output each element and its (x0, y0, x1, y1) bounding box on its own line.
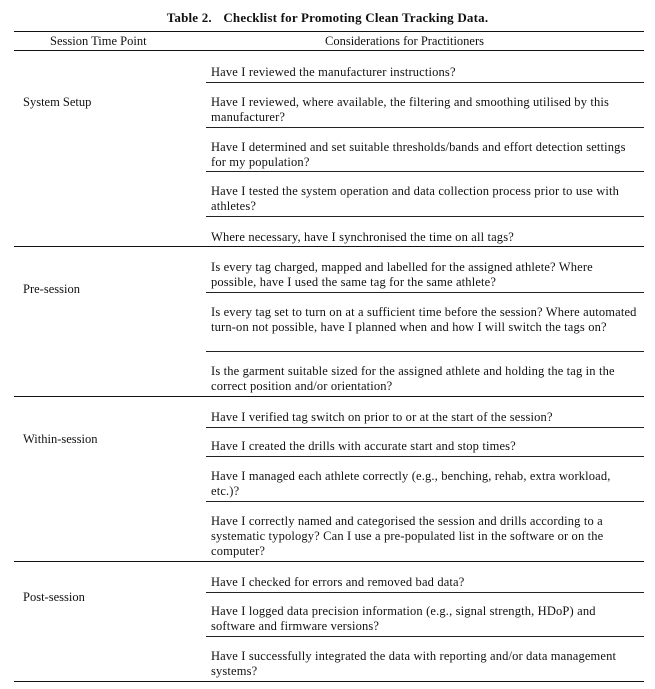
table-caption (0, 10, 655, 26)
section-rule (14, 396, 644, 397)
phase-label-system-setup: System Setup (23, 95, 92, 109)
checklist-item: Is every tag charged, mapped and labelled for the assigned athlete? Where possible, have I used the same tag for the same athlete? (211, 260, 593, 289)
bottom-rule (14, 681, 644, 682)
checklist-item: Is the garment suitable sized for the assigned athlete and holding the tag in the correct position and/or orientation? (211, 364, 615, 393)
checklist-item: Have I checked for errors and removed bad data? (211, 575, 465, 589)
top-rule (14, 31, 644, 32)
checklist-item: Have I determined and set suitable thresholds/bands and effort detection settings for my population? (211, 140, 626, 169)
item-rule (206, 636, 644, 637)
checklist-item: Have I logged data precision information (e.g., signal strength, HDoP) and software and firmware versions? (211, 604, 596, 633)
item-rule (206, 501, 644, 502)
item-rule (206, 216, 644, 217)
checklist-item: Have I created the drills with accurate start and stop times? (211, 439, 516, 453)
item-rule (206, 292, 644, 293)
item-rule (206, 427, 644, 428)
item-rule (206, 127, 644, 128)
table-label: Table 2. (166, 10, 212, 25)
checklist-item: Is every tag set to turn on at a sufficient time before the session? Where automated turn-on not possible, have I planned when and how I will switch the tags on? (211, 305, 637, 334)
checklist-item: Have I correctly named and categorised the session and drills according to a systematic typology? Can I use a pre-populated list in the software or on the computer? (211, 514, 604, 558)
table-title: Checklist for Promoting Clean Tracking Data. (223, 10, 489, 25)
phase-label-post-session: Post-session (23, 590, 85, 604)
item-rule (206, 456, 644, 457)
item-rule (206, 592, 644, 593)
column-header-session-time-point: Session Time Point (50, 34, 147, 48)
checklist-item: Have I successfully integrated the data with reporting and/or data management systems? (211, 649, 617, 678)
item-rule (206, 171, 644, 172)
checklist-item: Have I managed each athlete correctly (e.g., benching, rehab, extra workload, etc.)? (211, 469, 611, 498)
checklist-item: Have I verified tag switch on prior to or at the start of the session? (211, 410, 553, 424)
checklist-item: Have I reviewed, where available, the filtering and smoothing utilised by this manufacturer? (211, 95, 610, 124)
header-rule (14, 50, 644, 51)
checklist-item: Have I reviewed the manufacturer instructions? (211, 65, 456, 79)
section-rule (14, 561, 644, 562)
section-rule (14, 246, 644, 247)
item-rule (206, 82, 644, 83)
checklist-item: Have I tested the system operation and data collection process prior to use with athletes? (211, 184, 620, 213)
item-rule (206, 351, 644, 352)
column-header-considerations: Considerations for Practitioners (325, 34, 484, 48)
phase-label-pre-session: Pre-session (23, 282, 80, 296)
phase-label-within-session: Within-session (23, 432, 98, 446)
checklist-item: Where necessary, have I synchronised the time on all tags? (211, 230, 514, 244)
